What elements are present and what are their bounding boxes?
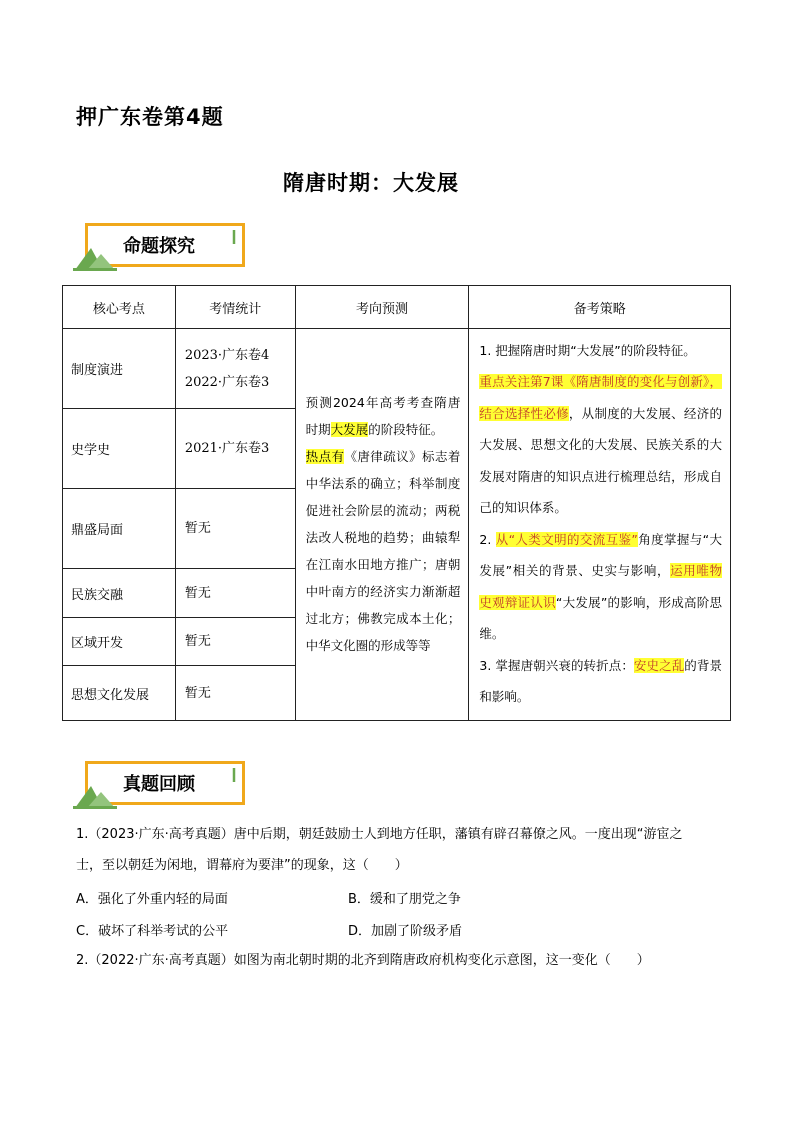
exam-entry: 暂无 (184, 585, 211, 601)
page-title: 押广东卷第4题 (76, 105, 224, 129)
page-subtitle: 隋唐时期：大发展 (283, 171, 459, 195)
strategy-text: ，从制度的大发展、经济的大发展、思想文化的大发展、民族关系的大发展对隋唐的知识点进行梳理总结，形成自己的知识体系。 (479, 405, 722, 515)
core-point: 区域开发 (63, 618, 176, 666)
section-banner-explore (73, 218, 248, 273)
header-core-point: 核心考点 (63, 286, 176, 329)
question-1-line-1: 1.（2023·广东·高考真题）唐中后期，朝廷鼓励士人到地方任职，藩镇有辟召幕僚之风。一度出现“游宦之 (76, 827, 683, 842)
table-row (63, 329, 731, 409)
header-exam-stats: 考情统计 (175, 286, 295, 329)
core-point: 史学史 (63, 409, 176, 489)
core-point: 民族交融 (63, 569, 176, 618)
core-point: 制度演进 (63, 329, 176, 409)
exam-entry: 暂无 (184, 521, 211, 536)
exam-entry: 2021·广东卷3 (184, 441, 270, 456)
mountain-icon (73, 756, 123, 811)
section-banner-review (73, 756, 248, 811)
option-d: D．加剧了阶级矛盾 (348, 924, 463, 939)
section-label: 命题探究 (123, 236, 195, 257)
exam-stat (175, 329, 295, 409)
exam-stat (175, 489, 295, 569)
table-header-row (63, 286, 731, 329)
strategy-highlight: 安史之乱 (633, 657, 685, 673)
exam-plan-table (62, 285, 731, 721)
core-point: 鼎盛局面 (63, 489, 176, 569)
exam-entry: 2023·广东卷4 (184, 347, 270, 363)
exam-stat (175, 409, 295, 489)
exam-stat (175, 618, 295, 666)
exam-entry: 2022·广东卷3 (184, 374, 270, 390)
strategy-text: 1. 把握隋唐时期“大发展”的阶段特征。 (479, 342, 696, 358)
question-2-line-1: 2.（2022·广东·高考真题）如图为南北朝时期的北齐到隋唐政府机构变化示意图，这一变化（ ） (76, 953, 650, 968)
strategy-text: “大发展”的影响，形成高阶思维。 (479, 594, 722, 641)
strategy-text: 2. (479, 531, 496, 547)
section-label: 真题回顾 (123, 774, 195, 795)
prediction-text: 预测2024年高考考查隋唐时期 (305, 394, 461, 437)
prediction-text: 的阶段特征。 (368, 421, 444, 437)
strategy-highlight: 重点关注第7课《隋唐制度的变化与创新》，结合选择性必修 (479, 374, 722, 421)
option-b: B．缓和了朋党之争 (348, 892, 461, 907)
core-point: 思想文化发展 (63, 666, 176, 721)
prediction-text: 《唐律疏议》标志着中华法系的确立；科举制度促进社会阶层的流动；两税法改人税地的趋势；曲辕犁在江南水田地方推广；唐朝中叶南方的经济实力渐渐超过北方；佛教完成本土化；中华文化圈的形成等等 (305, 448, 461, 653)
strategy-highlight: 从“人类文明的交流互鉴” (495, 531, 638, 547)
strategy-text: 3. 掌握唐朝兴衰的转折点： (479, 657, 634, 673)
strategy-cell (469, 329, 731, 721)
exam-entry: 暂无 (184, 634, 211, 649)
mountain-icon (73, 218, 123, 273)
exam-stat (175, 569, 295, 618)
prediction-highlight: 大发展 (330, 421, 369, 437)
header-strategy: 备考策略 (469, 286, 731, 329)
prediction-cell (295, 329, 469, 721)
strategy-highlight: 运用唯物史观辩证认识 (479, 563, 722, 610)
strategy-text: 角度掌握与“大发展”相关的背景、史实与影响， (479, 531, 722, 578)
question-1-line-2: 士，至以朝廷为闲地，谓幕府为要津”的现象，这（ ） (76, 858, 408, 873)
prediction-highlight: 热点有 (305, 448, 345, 464)
exam-entry: 暂无 (184, 685, 211, 701)
exam-stat (175, 666, 295, 721)
option-c: C．破坏了科举考试的公平 (76, 924, 229, 939)
option-a: A．强化了外重内轻的局面 (76, 892, 228, 907)
header-prediction: 考向预测 (295, 286, 469, 329)
strategy-text: 的背景和影响。 (479, 657, 722, 704)
